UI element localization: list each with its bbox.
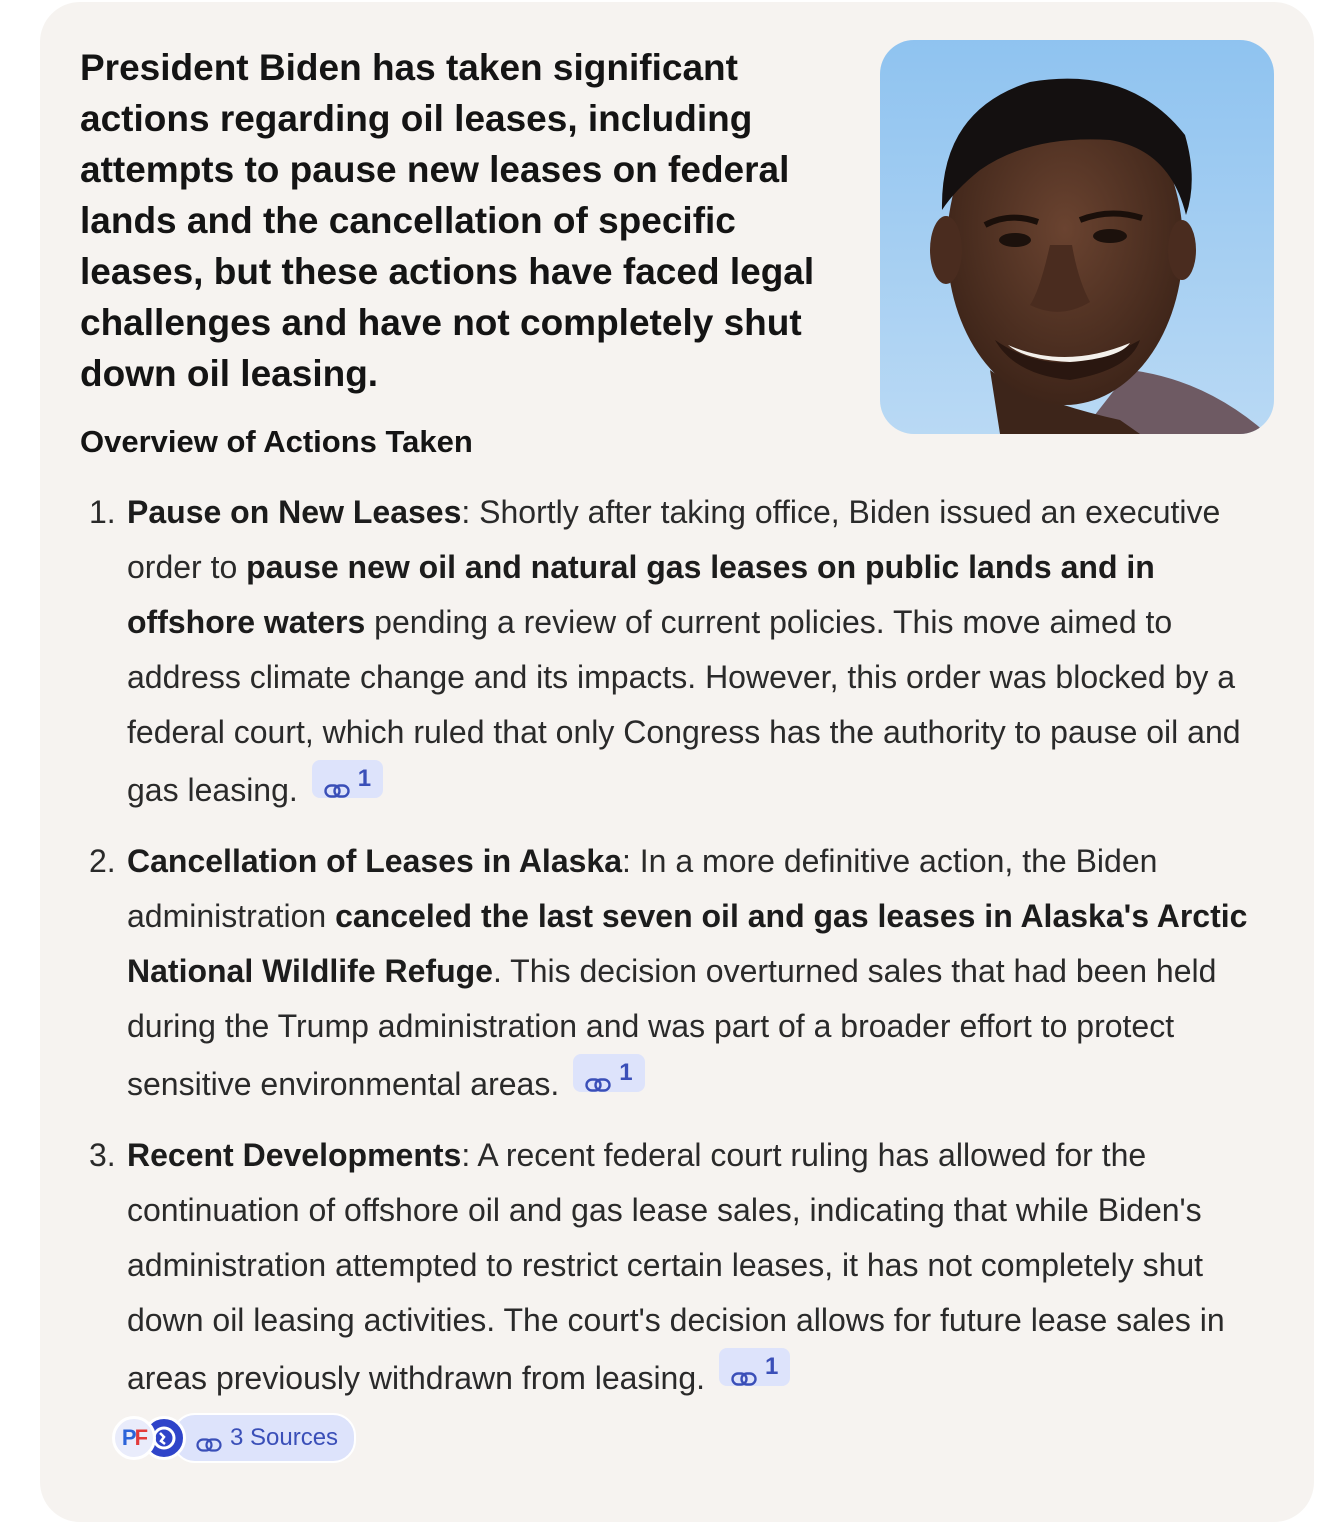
item-text: : Shortly after taking office, Biden issued an executive order to bbox=[127, 494, 1221, 585]
link-icon bbox=[196, 1431, 222, 1445]
citation-button[interactable] bbox=[719, 1348, 790, 1386]
item-number: 3. bbox=[89, 1137, 116, 1173]
item-bold-text: pause new oil and natural gas leases on public lands and in offshore waters bbox=[127, 549, 1155, 640]
item-text: pending a review of current policies. This move aimed to address climate change and its impacts. However, this order was blocked by a federal court, which ruled that only Congress has the authority to pause oil and gas leasing. bbox=[127, 604, 1241, 808]
person-photo[interactable] bbox=[880, 40, 1274, 434]
item-text: : In a more definitive action, the Biden administration bbox=[127, 843, 1158, 934]
list-item bbox=[80, 1128, 1260, 1406]
link-icon bbox=[585, 1066, 611, 1080]
item-text: : A recent federal court ruling has allowed for the continuation of offshore oil and gas lease sales, indicating that while Biden's administration attempted to restrict certain leases, it has not completely shut down oil leasing activities. The court's decision allows for future lease sales in areas previously withdrawn from leasing. bbox=[127, 1137, 1225, 1396]
item-number: 2. bbox=[89, 843, 116, 879]
link-icon bbox=[324, 772, 350, 786]
citation-number: 1 bbox=[619, 1059, 633, 1086]
favicon-letter-p: P bbox=[121, 1425, 135, 1450]
item-bold-text: canceled the last seven oil and gas leases in Alaska's Arctic National Wildlife Refuge bbox=[127, 898, 1248, 989]
citation-button[interactable] bbox=[573, 1054, 644, 1092]
citation-number: 1 bbox=[765, 1353, 779, 1380]
item-title: Cancellation of Leases in Alaska bbox=[127, 843, 622, 879]
item-title: Pause on New Leases bbox=[127, 494, 462, 530]
item-title: Recent Developments bbox=[127, 1137, 462, 1173]
source-favicon-politifact bbox=[112, 1416, 156, 1460]
section-heading: Overview of Actions Taken bbox=[80, 424, 473, 459]
sources-bar[interactable] bbox=[112, 1413, 356, 1463]
list-item bbox=[80, 485, 1260, 818]
answer-headline: President Biden has taken significant actions regarding oil leases, including attempts to pause new leases on federal lands and the cancellation of specific leases, but these actions have faced legal challenges and have not completely shut down oil leasing. bbox=[80, 47, 815, 394]
link-icon bbox=[731, 1360, 757, 1374]
item-number: 1. bbox=[89, 494, 116, 530]
sources-label: 3 Sources bbox=[230, 1424, 339, 1451]
actions-list bbox=[80, 485, 1260, 1422]
list-item bbox=[80, 834, 1260, 1112]
item-text: . This decision overturned sales that had been held during the Trump administration and was part of a broader effort to protect sensitive environmental areas. bbox=[127, 953, 1217, 1102]
citation-button[interactable] bbox=[312, 760, 383, 798]
favicon-letter-f: F bbox=[134, 1425, 147, 1450]
citation-number: 1 bbox=[357, 765, 372, 792]
sources-button[interactable] bbox=[172, 1413, 356, 1463]
